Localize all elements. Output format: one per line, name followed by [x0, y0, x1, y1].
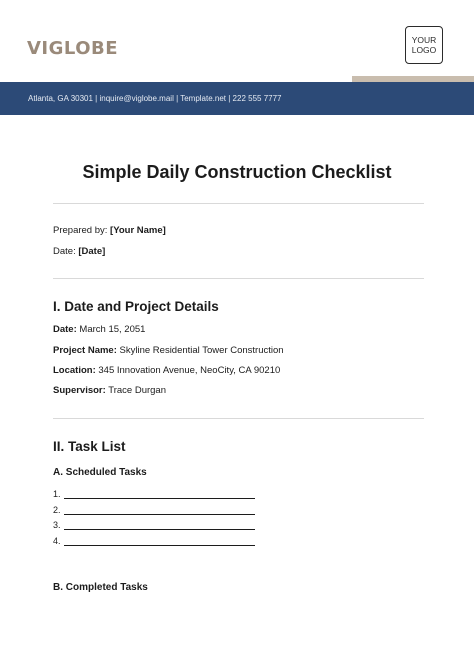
section-heading-project-details: I. Date and Project Details — [53, 299, 219, 314]
project-name-line — [53, 345, 284, 356]
date-value: [Date] — [78, 246, 106, 257]
task-blank-line[interactable] — [64, 521, 255, 530]
task-number: 2. — [53, 505, 61, 515]
prepared-by-label: Prepared by: — [53, 225, 108, 236]
brand-logo-text: VIGLOBE — [27, 38, 119, 59]
logo-placeholder — [405, 26, 443, 64]
location-line — [53, 365, 280, 376]
scheduled-tasks-heading: A. Scheduled Tasks — [53, 467, 147, 478]
task-item — [53, 505, 255, 515]
contact-bar — [0, 82, 474, 115]
task-blank-line[interactable] — [64, 490, 255, 499]
project-date-label: Date: — [53, 324, 77, 335]
supervisor-label: Supervisor: — [53, 385, 106, 396]
prepared-by-value: [Your Name] — [110, 225, 166, 236]
supervisor-line — [53, 385, 166, 396]
task-number: 4. — [53, 536, 61, 546]
task-blank-line[interactable] — [64, 537, 255, 546]
prepared-by-line — [53, 225, 166, 236]
date-label: Date: — [53, 246, 76, 257]
location-value: 345 Innovation Avenue, NeoCity, CA 90210 — [98, 365, 281, 376]
location-label: Location: — [53, 365, 96, 376]
project-name-label: Project Name: — [53, 345, 117, 356]
section-heading-task-list: II. Task List — [53, 439, 126, 454]
task-item — [53, 489, 255, 499]
divider — [53, 203, 424, 204]
completed-tasks-heading: B. Completed Tasks — [53, 582, 148, 593]
task-item — [53, 520, 255, 530]
contact-info: Atlanta, GA 30301 | inquire@viglobe.mail | Template.net | 222 555 7777 — [28, 94, 282, 103]
task-blank-line[interactable] — [64, 506, 255, 515]
task-number: 3. — [53, 520, 61, 530]
supervisor-value: Trace Durgan — [108, 385, 166, 396]
date-line — [53, 246, 105, 257]
page-title: Simple Daily Construction Checklist — [82, 162, 392, 182]
task-item — [53, 536, 255, 546]
project-name-value: Skyline Residential Tower Construction — [119, 345, 284, 356]
task-number: 1. — [53, 489, 61, 499]
divider — [53, 278, 424, 279]
project-date-value: March 15, 2051 — [79, 324, 146, 335]
divider — [53, 418, 424, 419]
project-date-line — [53, 324, 145, 335]
logo-line-2: LOGO — [411, 45, 437, 55]
logo-line-1: YOUR — [411, 35, 437, 45]
